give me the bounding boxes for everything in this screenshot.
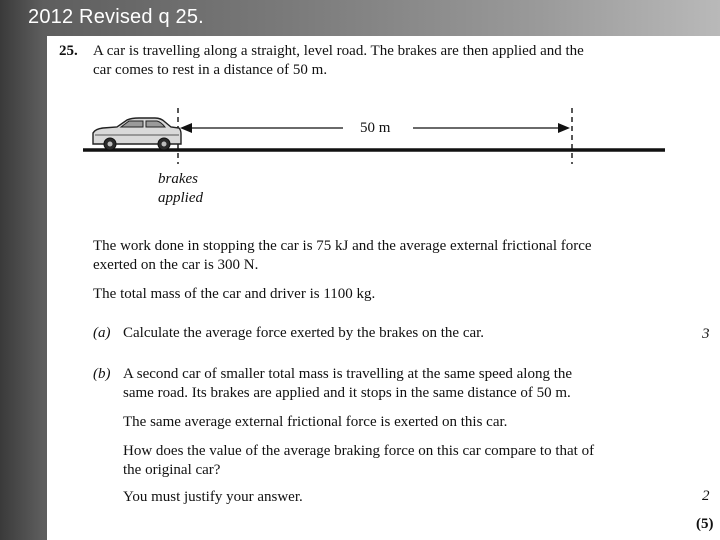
part-b-line5: the original car? [123,462,221,478]
part-b-line2: same road. Its brakes are applied and it stops in the same distance of 50 m. [123,385,571,401]
brakes-label-line1: brakes [158,171,198,187]
part-b-line4: How does the value of the average braking force on this car compare to that of [123,443,595,459]
part-a-text: Calculate the average force exerted by the brakes on the car. [123,325,485,341]
part-b-label: (b) [93,366,111,382]
brakes-label-line2: applied [158,190,203,206]
total-marks: (5) [696,516,714,532]
work-done-line1: The work done in stopping the car is 75 kJ and the average external frictional force [93,238,592,254]
question-intro-line2: car comes to rest in a distance of 50 m. [93,62,328,78]
question-number: 25. [59,43,78,59]
part-b-line6: You must justify your answer. [123,489,303,505]
question-intro-line1: A car is travelling along a straight, level road. The brakes are then applied and the [93,43,584,59]
distance-arrowhead-right [558,123,570,133]
slide-title: 2012 Revised q 25. [28,6,204,28]
part-b-marks: 2 [702,488,710,504]
part-a-marks: 3 [702,326,710,342]
exam-page [47,36,720,540]
part-b-line3: The same average external frictional force is exerted on this car. [123,414,508,430]
part-b-line1: A second car of smaller total mass is travelling at the same speed along the [123,366,573,382]
distance-arrowhead-left [180,123,192,133]
distance-label: 50 m [360,120,391,136]
work-done-line2: exerted on the car is 300 N. [93,257,259,273]
car-icon [93,118,181,150]
mass-line: The total mass of the car and driver is 1100 kg. [93,286,376,302]
part-a-label: (a) [93,325,111,341]
